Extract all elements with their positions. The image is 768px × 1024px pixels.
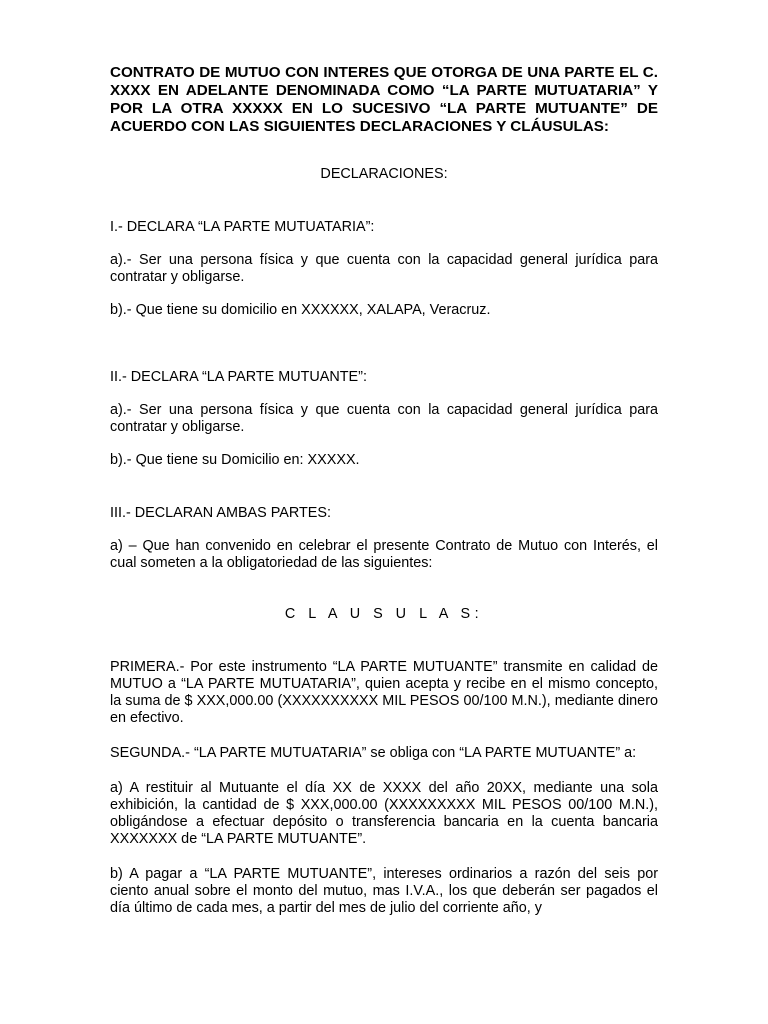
- clausula-segunda-item-b: b) A pagar a “LA PARTE MUTUANTE”, intereses ordinarios a razón del seis por ciento anual sobre el monto del mutuo, mas I.V.A., los que deberán ser pagados el día último de cada mes, a partir del mes de julio del corriente año, y: [110, 866, 658, 916]
- clausulas-heading: C L A U S U L A S:: [284, 606, 484, 622]
- section3-item-a: a) – Que han convenido en celebrar el presente Contrato de Mutuo con Interés, el cual someten a la obligatoriedad de las siguientes:: [110, 538, 658, 571]
- section2-heading: II.- DECLARA “LA PARTE MUTUANTE”:: [110, 369, 367, 385]
- section2-item-a: a).- Ser una persona física y que cuenta con la capacidad general jurídica para contratar y obligarse.: [110, 402, 658, 435]
- contract-title: CONTRATO DE MUTUO CON INTERES QUE OTORGA DE UNA PARTE EL C. XXXX EN ADELANTE DENOMINADA COMO “LA PARTE MUTUATARIA” Y POR LA OTRA XXXXX EN LO SUCESIVO “LA PARTE MUTUANTE” DE ACUERDO CON LAS SIGUIENTES DECLARACIONES Y CLÁUSULAS:: [110, 64, 658, 135]
- clausula-segunda: SEGUNDA.- “LA PARTE MUTUATARIA” se obliga con “LA PARTE MUTUANTE” a:: [110, 745, 637, 761]
- section2-item-b: b).- Que tiene su Domicilio en: XXXXX.: [110, 452, 360, 468]
- declaraciones-heading: DECLARACIONES:: [320, 166, 448, 182]
- clausula-segunda-item-a: a) A restituir al Mutuante el día XX de XXXX del año 20XX, mediante una sola exhibición, la cantidad de $ XXX,000.00 (XXXXXXXXX MIL PESOS 00/100 M.N.), obligándose a efectuar depósito o transferencia bancaria en la cuenta bancaria XXXXXXX de “LA PARTE MUTUANTE”.: [110, 780, 658, 847]
- section1-item-b: b).- Que tiene su domicilio en XXXXXX, XALAPA, Veracruz.: [110, 302, 491, 318]
- clausula-primera: PRIMERA.- Por este instrumento “LA PARTE MUTUANTE” transmite en calidad de MUTUO a “LA PARTE MUTUATARIA”, quien acepta y recibe en el mismo concepto, la suma de $ XXX,000.00 (XXXXXXXXXX MIL PESOS 00/100 M.N.), mediante dinero en efectivo.: [110, 659, 658, 726]
- section1-item-a: a).- Ser una persona física y que cuenta con la capacidad general jurídica para contratar y obligarse.: [110, 252, 658, 285]
- section3-heading: III.- DECLARAN AMBAS PARTES:: [110, 505, 331, 521]
- section1-heading: I.- DECLARA “LA PARTE MUTUATARIA”:: [110, 219, 375, 235]
